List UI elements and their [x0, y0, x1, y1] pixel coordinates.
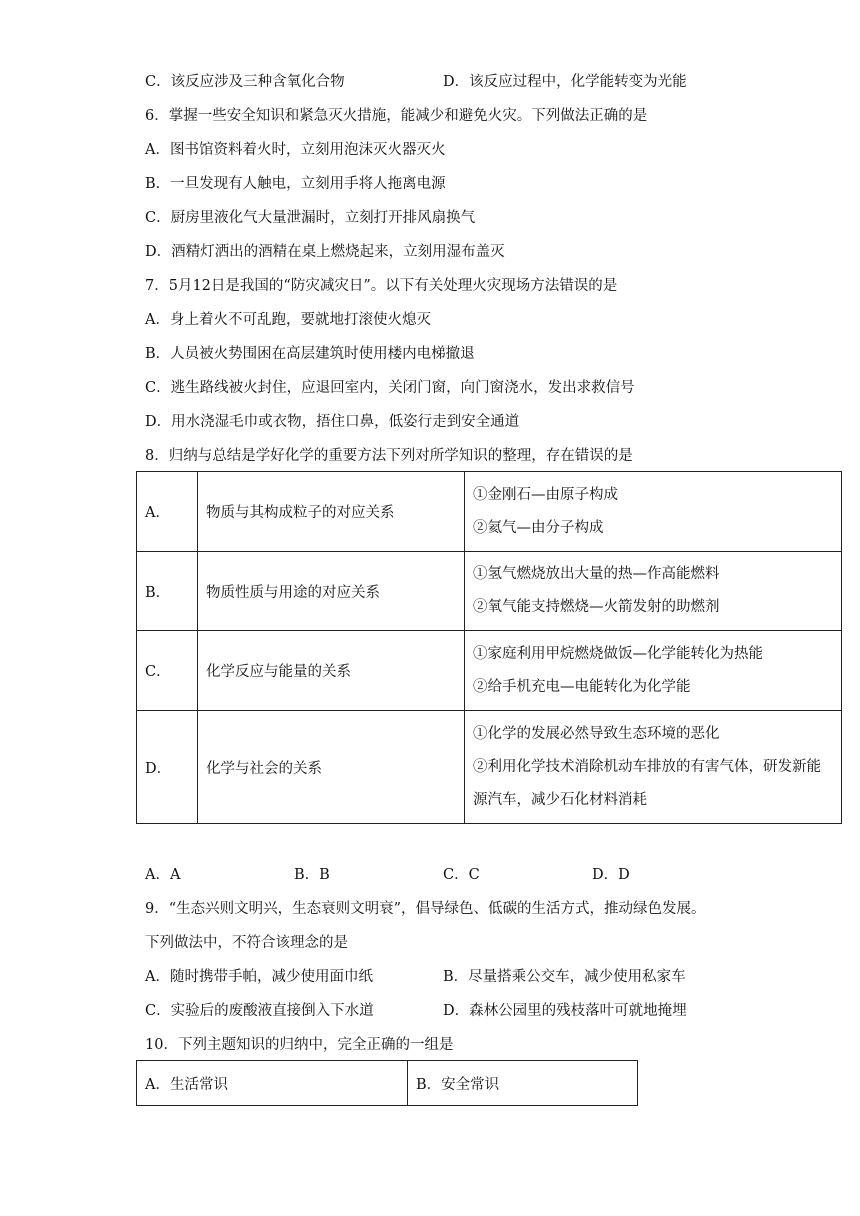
q5-option-d: D．该反应过程中，化学能转变为光能 — [443, 74, 687, 90]
q8-answer-b: B．B — [294, 867, 330, 883]
q6-option-a: A．图书馆资料着火时，立刻用泡沫灭火器灭火 — [145, 142, 446, 158]
q7-option-a: A．身上着火不可乱跑，要就地打滚使火熄灭 — [145, 312, 431, 328]
q10-table — [136, 1060, 638, 1106]
q8-row-item: 源汽车，减少石化材料消耗 — [473, 791, 647, 808]
q9-option-c: C．实验后的废酸液直接倒入下水道 — [145, 1003, 374, 1019]
q8-row-items — [465, 711, 842, 824]
q8-row-topic: 化学反应与能量的关系 — [198, 631, 465, 711]
q8-row-item: ②氦气—由分子构成 — [473, 519, 604, 536]
q8-row-item: ②给手机充电—电能转化为化学能 — [473, 678, 691, 695]
q6-stem: 6．掌握一些安全知识和紧急灭火措施，能减少和避免火灾。下列做法正确的是 — [145, 108, 648, 124]
q8-row-item: ①金刚石—由原子构成 — [473, 486, 618, 503]
q7-option-c: C．逃生路线被火封住，应退回室内，关闭门窗，向门窗浇水，发出求救信号 — [145, 380, 635, 396]
q5-option-c: C．该反应涉及三种含氧化合物 — [145, 74, 345, 90]
q8-answer-a: A．A — [145, 867, 181, 883]
q9-stem-line1: 9．“生态兴则文明兴，生态衰则文明衰”，倡导绿色、低碳的生活方式，推动绿色发展。 — [145, 901, 706, 917]
q10-stem: 10．下列主题知识的归纳中，完全正确的一组是 — [145, 1037, 454, 1053]
q8-stem: 8．归纳与总结是学好化学的重要方法下列对所学知识的整理，存在错误的是 — [145, 448, 633, 464]
q8-row-a — [137, 472, 842, 552]
q8-table — [136, 471, 842, 824]
q9-stem-line2: 下列做法中，不符合该理念的是 — [145, 935, 348, 951]
q10-col-a: A．生活常识 — [137, 1061, 408, 1106]
q8-row-letter: C． — [137, 631, 198, 711]
q8-row-topic: 物质性质与用途的对应关系 — [198, 552, 465, 631]
q8-row-c — [137, 631, 842, 711]
q7-stem: 7．5月12日是我国的“防灾减灾日”。以下有关处理火灾现场方法错误的是 — [145, 278, 618, 294]
q8-row-items — [465, 631, 842, 711]
q8-answer-c: C．C — [443, 867, 480, 883]
q7-option-d: D．用水浇湿毛巾或衣物，捂住口鼻，低姿行走到安全通道 — [145, 414, 520, 430]
q8-row-item: ①氢气燃烧放出大量的热—作高能燃料 — [473, 566, 720, 582]
q9-option-a: A．随时携带手帕，减少使用面巾纸 — [145, 969, 373, 985]
q8-row-item: ②氧气能支持燃烧—火箭发射的助燃剂 — [473, 599, 720, 615]
q8-answer-d: D．D — [592, 867, 630, 883]
q8-row-d — [137, 711, 842, 824]
q7-option-b: B．人员被火势围困在高层建筑时使用楼内电梯撤退 — [145, 346, 475, 362]
q8-row-item: ①家庭利用甲烷燃烧做饭—化学能转化为热能 — [473, 645, 763, 662]
q8-row-topic: 化学与社会的关系 — [198, 711, 465, 824]
q10-col-b: B．安全常识 — [408, 1061, 638, 1106]
q8-row-items — [465, 472, 842, 552]
q8-row-letter: D． — [137, 711, 198, 824]
q10-header-row — [137, 1061, 638, 1106]
q6-option-c: C．厨房里液化气大量泄漏时，立刻打开排风扇换气 — [145, 210, 476, 226]
q9-option-d: D．森林公园里的残枝落叶可就地掩埋 — [443, 1003, 687, 1019]
q9-option-b: B．尽量搭乘公交车，减少使用私家车 — [443, 969, 686, 985]
q8-row-letter: B． — [137, 552, 198, 631]
q8-row-topic: 物质与其构成粒子的对应关系 — [198, 472, 465, 552]
q8-row-b — [137, 552, 842, 631]
q8-row-item: ②利用化学技术消除机动车排放的有害气体，研发新能 — [473, 758, 821, 775]
q6-option-b: B．一旦发现有人触电，立刻用手将人拖离电源 — [145, 176, 446, 192]
q6-option-d: D．酒精灯洒出的酒精在桌上燃烧起来，立刻用湿布盖灭 — [145, 244, 505, 260]
q8-row-item: ①化学的发展必然导致生态环境的恶化 — [473, 725, 720, 742]
q8-row-letter: A． — [137, 472, 198, 552]
q8-row-items — [465, 552, 842, 631]
